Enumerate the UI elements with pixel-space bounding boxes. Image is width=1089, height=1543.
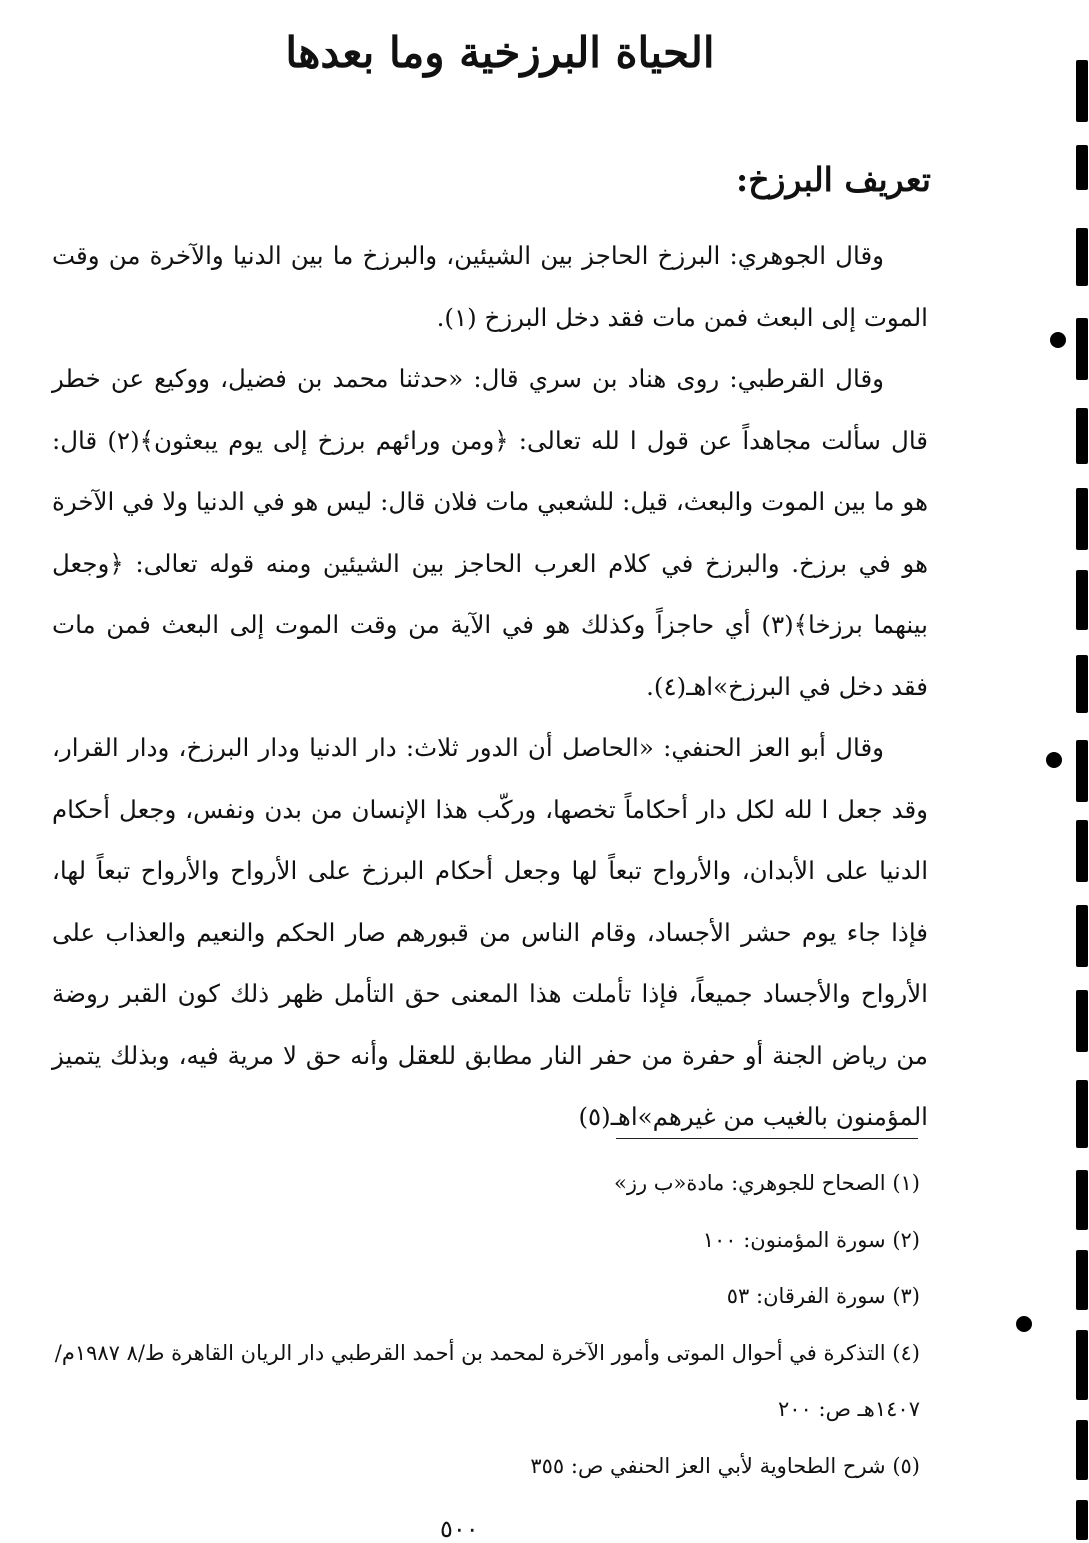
footnote-5: (٥) شرح الطحاوية لأبي العز الحنفي ص: ٣٥٥ [530,1453,920,1478]
binding-hole [1050,332,1066,348]
binding-hole [1046,752,1062,768]
binding-bar [1076,570,1088,630]
binding-bar [1076,228,1088,286]
binding-bar [1076,1080,1088,1148]
footnote-3: (٣) سورة الفرقان: ٥٣ [726,1284,920,1308]
page-number: ٥٠٠ [440,1515,479,1543]
footnote-2: (٢) سورة المؤمنون: ١٠٠ [702,1227,920,1252]
footnote-separator [616,1138,918,1139]
footnotes [48,1155,920,1494]
binding-hole [1016,1316,1032,1332]
footnote-1: (١) الصحاح للجوهري: مادة«ب رز» [613,1171,920,1195]
binding-bar [1076,1420,1088,1480]
binding-bar [1076,655,1088,713]
binding-bar [1076,60,1088,122]
page-title: الحياة البرزخية وما بعدها [285,28,715,77]
binding-bar [1076,1500,1088,1540]
binding-bar [1076,488,1088,550]
binding-bar [1076,1170,1088,1230]
footnote-4: (٤) التذكرة في أحوال الموتى وأمور الآخرة لمحمد بن أحمد القرطبي دار الريان القاهرة ط/٨ ١٩٨٧م/ ١٤٠٧هـ ص: ٢٠٠ [54,1340,920,1421]
paragraph-1: وقال الجوهري: البرزخ الحاجز بين الشيئين، والبرزخ ما بين الدنيا والآخرة من وقت الموت إلى البعث فمن مات فقد دخل البرزخ (١). [52,241,928,332]
binding-bar [1076,408,1088,464]
paragraph-3: وقال أبو العز الحنفي: «الحاصل أن الدور ثلاث: دار الدنيا ودار البرزخ، ودار القرار، وقد جعل ا لله لكل دار أحكاماً تخصها، وركّب هذا الإنسان من بدن ونفس، وجعل أحكام الدنيا على الأبدان، والأرواح تبعاً لها وجعل أحكام البرزخ على الأرواح والأرواح تبعاً لها، فإذا جاء يوم حشر الأجساد، وقام الناس من قبورهم صار الحكم والنعيم والعذاب على الأرواح والأجساد جميعاً، فإذا تأملت هذا المعنى حق التأمل ظهر ذلك كون القبر روضة من رياض الجنة أو حفرة من حفر النار مطابق للعقل وأنه حق لا مرية فيه، وبذلك يتميز المؤمنون بالغيب من غيرهم»اهـ(٥) [52,733,928,1131]
binding-bar [1076,1250,1088,1310]
paragraph-2: وقال القرطبي: روى هناد بن سري قال: «حدثنا محمد بن فضيل، ووكيع عن خطر قال سألت مجاهداً عن قول ا لله تعالى: ﴿ومن ورائهم برزخ إلى يوم يبعثون﴾(٢) قال: هو ما بين الموت والبعث، قيل: للشعبي مات فلان قال: ليس هو في الدنيا ولا في الآخرة هو في برزخ. والبرزخ في كلام العرب الحاجز بين الشيئين ومنه قوله تعالى: ﴿وجعل بينهما برزخا﴾(٣) أي حاجزاً وكذلك هو في الآية من وقت الموت إلى البعث فمن مات فقد دخل في البرزخ»اهـ(٤). [52,364,929,701]
section-heading: تعريف البرزخ: [736,160,931,199]
binding-bar [1076,318,1088,380]
binding-bar [1076,905,1088,967]
binding-bar [1076,1330,1088,1400]
binding-bar [1076,990,1088,1052]
binding-bar [1076,740,1088,802]
body-text [52,225,928,1148]
spiral-binding [1068,0,1089,1540]
binding-bar [1076,145,1088,190]
binding-bar [1076,820,1088,882]
